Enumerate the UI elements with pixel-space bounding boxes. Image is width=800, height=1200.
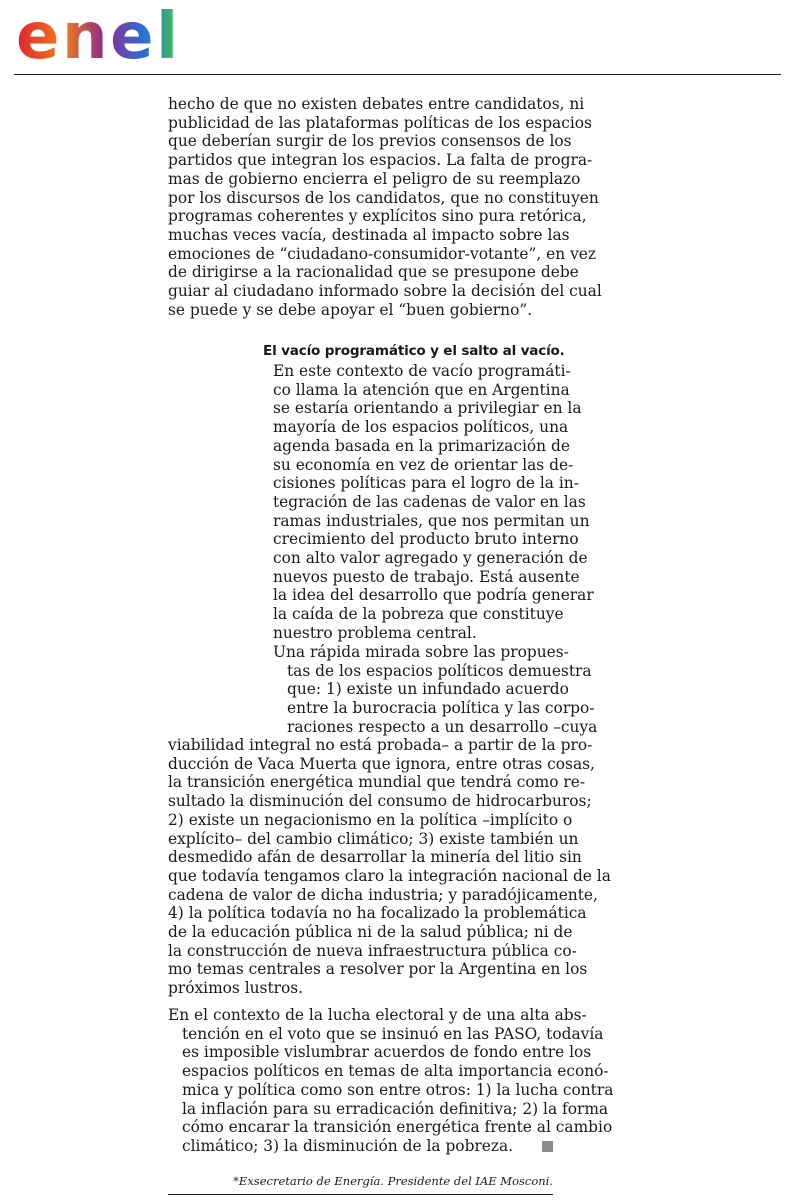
text-line: emociones de “ciudadano-consumidor-votante”, en vez — [168, 244, 596, 263]
text-line: cadena de valor de dicha industria; y paradójicamente, — [168, 885, 598, 904]
text-line: viabilidad integral no está probada– a partir de la pro- — [168, 736, 593, 754]
text-line: raciones respecto a un desarrollo –cuya — [287, 717, 598, 736]
text-line: climático; 3) la disminución de la pobreza. — [168, 1137, 553, 1156]
text-line: espacios políticos en temas de alta importancia econó- — [182, 1062, 609, 1081]
article-paragraph-3 — [273, 643, 598, 737]
text-line: 2) existe un negacionismo en la política –implícito o — [168, 810, 573, 829]
text-line: nuevos puesto de trabajo. Está ausente — [273, 567, 580, 586]
article-paragraph-3-continued — [168, 736, 611, 998]
article-paragraph-2 — [273, 362, 594, 643]
text-line: mas de gobierno encierra el peligro de su reemplazo — [168, 169, 581, 188]
text-line: que todavía tengamos claro la integración nacional de la — [168, 866, 611, 885]
footer-divider — [168, 1194, 553, 1195]
text-line: es imposible vislumbrar acuerdos de fondo entre los — [182, 1043, 592, 1062]
text-line: En el contexto de la lucha electoral y de una alta abs- — [168, 1006, 587, 1024]
text-line: la caída de la pobreza que constituye — [273, 605, 564, 624]
text-line: agenda basada en la primarización de — [273, 436, 570, 455]
logo-wordmark: enel — [16, 2, 176, 72]
text-line: publicidad de las plataformas políticas de los espacios — [168, 113, 592, 132]
article-paragraph-1 — [168, 95, 602, 319]
text-line: explícito– del cambio climático; 3) existe también un — [168, 829, 579, 848]
text-line: ramas industriales, que nos permitan un — [273, 511, 590, 530]
text-line: la idea del desarrollo que podría generar — [273, 586, 594, 605]
text-line: que deberían surgir de los previos consensos de los — [168, 132, 572, 151]
text-line: partidos que integran los espacios. La falta de progra- — [168, 151, 593, 170]
text-line: se puede y se debe apoyar el “buen gobierno”. — [168, 300, 533, 319]
text-line: muchas veces vacía, destinada al impacto sobre las — [168, 225, 570, 244]
text-line: cómo encarar la transición energética frente al cambio — [182, 1118, 613, 1137]
text-line: con alto valor agregado y generación de — [273, 549, 588, 568]
text-line: de la educación pública ni de la salud pública; ni de — [168, 923, 573, 942]
text-line: de dirigirse a la racionalidad que se presupone debe — [168, 263, 579, 282]
text-line: co llama la atención que en Argentina — [273, 380, 570, 399]
text-line: desmedido afán de desarrollar la minería del litio sin — [168, 848, 582, 867]
section-subheading: El vacío programático y el salto al vacío. — [263, 343, 565, 359]
text-line: 4) la política todavía no ha focalizado la problemática — [168, 904, 587, 923]
text-line: tención en el voto que se insinuó en las PASO, todavía — [182, 1024, 604, 1043]
text-line: guiar al ciudadano informado sobre la decisión del cual — [168, 282, 602, 301]
text-line: nuestro problema central. — [273, 623, 477, 642]
text-line: Una rápida mirada sobre las propues- — [273, 643, 569, 661]
article-paragraph-4 — [168, 1006, 614, 1156]
text-line: que: 1) existe un infundado acuerdo — [287, 680, 569, 699]
enel-logo — [14, 2, 184, 72]
text-line: por los discursos de los candidatos, que no constituyen — [168, 188, 599, 207]
header-divider — [14, 74, 781, 75]
author-footnote: *Exsecretario de Energía. Presidente del IAE Mosconi. — [233, 1174, 553, 1188]
text-line: cisiones políticas para el logro de la in- — [273, 474, 579, 493]
text-line: la inflación para su erradicación definitiva; 2) la forma — [182, 1099, 609, 1118]
text-line: programas coherentes y explícitos sino pura retórica, — [168, 207, 587, 226]
text-line: tegración de las cadenas de valor en las — [273, 492, 586, 511]
text-line: su economía en vez de orientar las de- — [273, 455, 574, 474]
text-line: mica y política como son entre otros: 1) la lucha contra — [182, 1080, 614, 1099]
text-line: se estaría orientando a privilegiar en la — [273, 399, 582, 418]
text-line: hecho de que no existen debates entre candidatos, ni — [168, 95, 585, 113]
text-line: sultado la disminución del consumo de hidrocarburos; — [168, 792, 592, 811]
text-line: ducción de Vaca Muerta que ignora, entre otras cosas, — [168, 754, 595, 773]
end-of-article-square-icon — [542, 1141, 553, 1152]
text-line: próximos lustros. — [168, 979, 304, 998]
text-line: entre la burocracia política y las corpo- — [287, 699, 595, 718]
text-line: tas de los espacios políticos demuestra — [287, 661, 592, 680]
text-line: la construcción de nueva infraestructura pública co- — [168, 941, 577, 960]
text-line: En este contexto de vacío programáti- — [273, 362, 571, 380]
text-line: la transición energética mundial que tendrá como re- — [168, 773, 586, 792]
text-line: mayoría de los espacios políticos, una — [273, 418, 569, 437]
text-line: mo temas centrales a resolver por la Argentina en los — [168, 960, 588, 979]
text-line: crecimiento del producto bruto interno — [273, 530, 579, 549]
